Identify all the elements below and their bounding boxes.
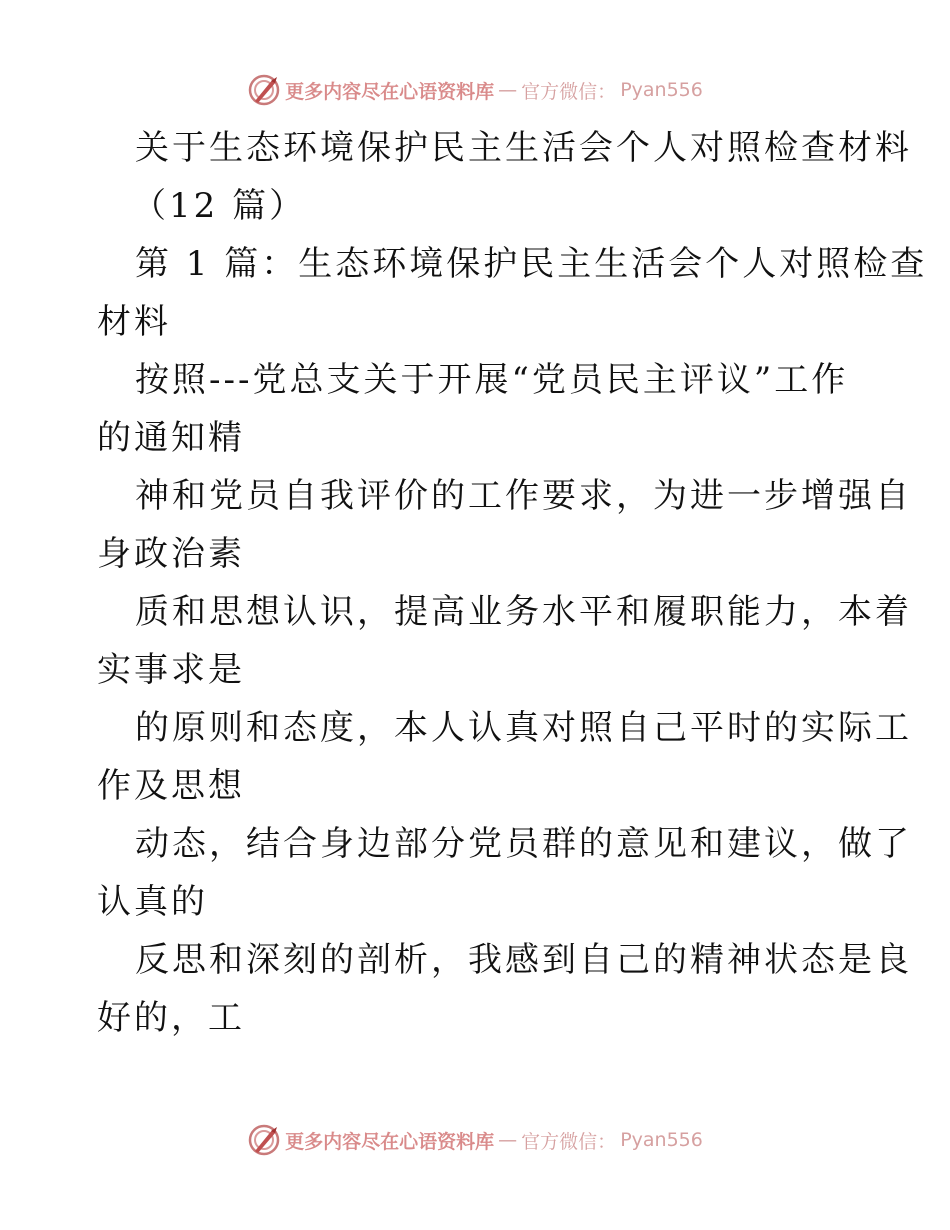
quill-seal-logo-icon [247,1123,281,1157]
body-line: 实事求是 [97,650,245,690]
body-line: 按照---党总支关于开展“党员民主评议”工作 [135,360,849,400]
body-line: 的原则和态度，本人认真对照自己平时的实际工 [135,708,912,748]
document-title-line-1: 关于生态环境保护民主生活会个人对照检查材料 [135,128,912,168]
body-line: 好的，工 [97,998,245,1038]
quill-seal-logo-icon [247,73,281,107]
body-line: 反思和深刻的剖析，我感到自己的精神状态是良 [135,940,912,980]
body-line: 认真的 [97,882,208,922]
watermark-wechat-id: Pyan556 [620,1129,703,1151]
watermark-contact-label: 官方微信： [521,1130,617,1153]
body-line: 作及思想 [97,766,245,806]
watermark-separator: — [498,79,518,101]
section-heading-line-1: 第 1 篇：生态环境保护民主生活会个人对照检查 [135,244,928,284]
document-title-line-2: （12 篇） [132,186,307,226]
body-line: 动态，结合身边部分党员群的意见和建议，做了 [135,824,912,864]
watermark-brand: 更多内容尽在心语资料库 [285,80,495,103]
footer-watermark [0,1120,950,1160]
body-line: 神和党员自我评价的工作要求，为进一步增强自 [135,476,912,516]
body-line: 质和思想认识，提高业务水平和履职能力，本着 [135,592,912,632]
watermark-brand: 更多内容尽在心语资料库 [285,1130,495,1153]
body-line: 的通知精 [97,418,245,458]
watermark-wechat-id: Pyan556 [620,79,703,101]
section-heading-line-2: 材料 [97,302,171,342]
watermark-separator: — [498,1129,518,1151]
watermark-contact-label: 官方微信： [521,80,617,103]
body-line: 身政治素 [97,534,245,574]
header-watermark [0,70,950,110]
